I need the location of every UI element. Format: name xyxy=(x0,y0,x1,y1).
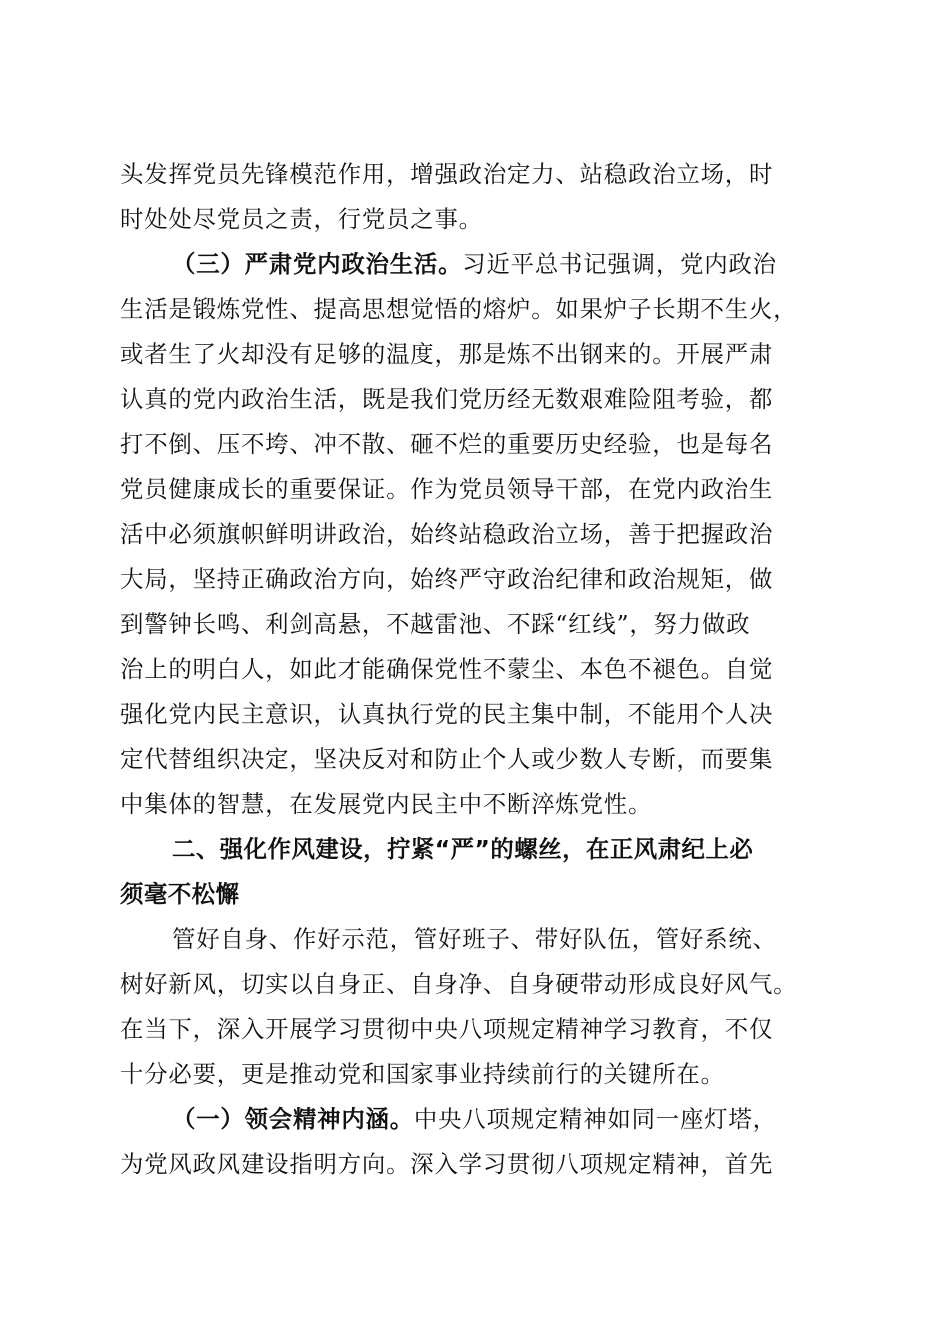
heading-line: 须毫不松懈 xyxy=(120,880,240,908)
text-line: 或者生了火却没有足够的温度，那是炼不出钢来的。开展严肃 xyxy=(120,340,774,368)
section-1-lead: （一）领会精神内涵。 xyxy=(172,1105,414,1133)
text-line: 中集体的智慧，在发展党内民主中不断淬炼党性。 xyxy=(120,790,653,818)
heading-line: 二、强化作风建设，拧紧“严”的螺丝，在正风肃纪上必 xyxy=(172,835,754,863)
text-line: 打不倒、压不垮、冲不散、砸不烂的重要历史经验，也是每名 xyxy=(120,430,774,458)
text-line: 大局，坚持正确政治方向，始终严守政治纪律和政治规矩，做 xyxy=(120,565,774,593)
text-line: 活中必须旗帜鲜明讲政治，始终站稳政治立场，善于把握政治 xyxy=(120,520,774,548)
text-line: 生活是锻炼党性、提高思想觉悟的熔炉。如果炉子长期不生火， xyxy=(120,295,798,323)
section-heading-2 xyxy=(120,827,836,917)
paragraph-continuation xyxy=(120,152,836,242)
text-line: 党员健康成长的重要保证。作为党员领导干部，在党内政治生 xyxy=(120,475,774,503)
text-line: 十分必要，更是推动党和国家事业持续前行的关键所在。 xyxy=(120,1060,725,1088)
text-line xyxy=(120,242,836,287)
text-line: 为党风政风建设指明方向。深入学习贯彻八项规定精神，首先 xyxy=(120,1150,774,1178)
text-line: 治上的明白人，如此才能确保党性不蒙尘、本色不褪色。自觉 xyxy=(120,655,774,683)
text-line: 在当下，深入开展学习贯彻中央八项规定精神学习教育，不仅 xyxy=(120,1015,774,1043)
text-line: 到警钟长鸣、利剑高悬，不越雷池、不踩“红线”，努力做政 xyxy=(120,610,751,638)
text-line xyxy=(120,1097,836,1142)
text-line: 时处处尽党员之责，行党员之事。 xyxy=(120,205,483,233)
section-1-first-line-text: 中央八项规定精神如同一座灯塔， xyxy=(413,1105,777,1133)
text-line: 强化党内民主意识，认真执行党的民主集中制，不能用个人决 xyxy=(120,700,774,728)
paragraph-section-3 xyxy=(120,242,836,827)
text-line: 定代替组织决定，坚决反对和防止个人或少数人专断，而要集 xyxy=(120,745,774,773)
section-3-lead: （三）严肃党内政治生活。 xyxy=(172,250,463,278)
text-line: 树好新风，切实以自身正、自身净、自身硬带动形成良好风气。 xyxy=(120,970,798,998)
text-line: 认真的党内政治生活，既是我们党历经无数艰难险阻考验，都 xyxy=(120,385,774,413)
document-body xyxy=(120,152,836,1187)
paragraph-intro xyxy=(120,917,836,1097)
paragraph-section-1 xyxy=(120,1097,836,1187)
section-3-first-line-text: 习近平总书记强调，党内政治 xyxy=(462,250,777,278)
text-line: 管好自身、作好示范，管好班子、带好队伍，管好系统、 xyxy=(172,925,777,953)
text-line: 头发挥党员先锋模范作用，增强政治定力、站稳政治立场，时 xyxy=(120,160,774,188)
